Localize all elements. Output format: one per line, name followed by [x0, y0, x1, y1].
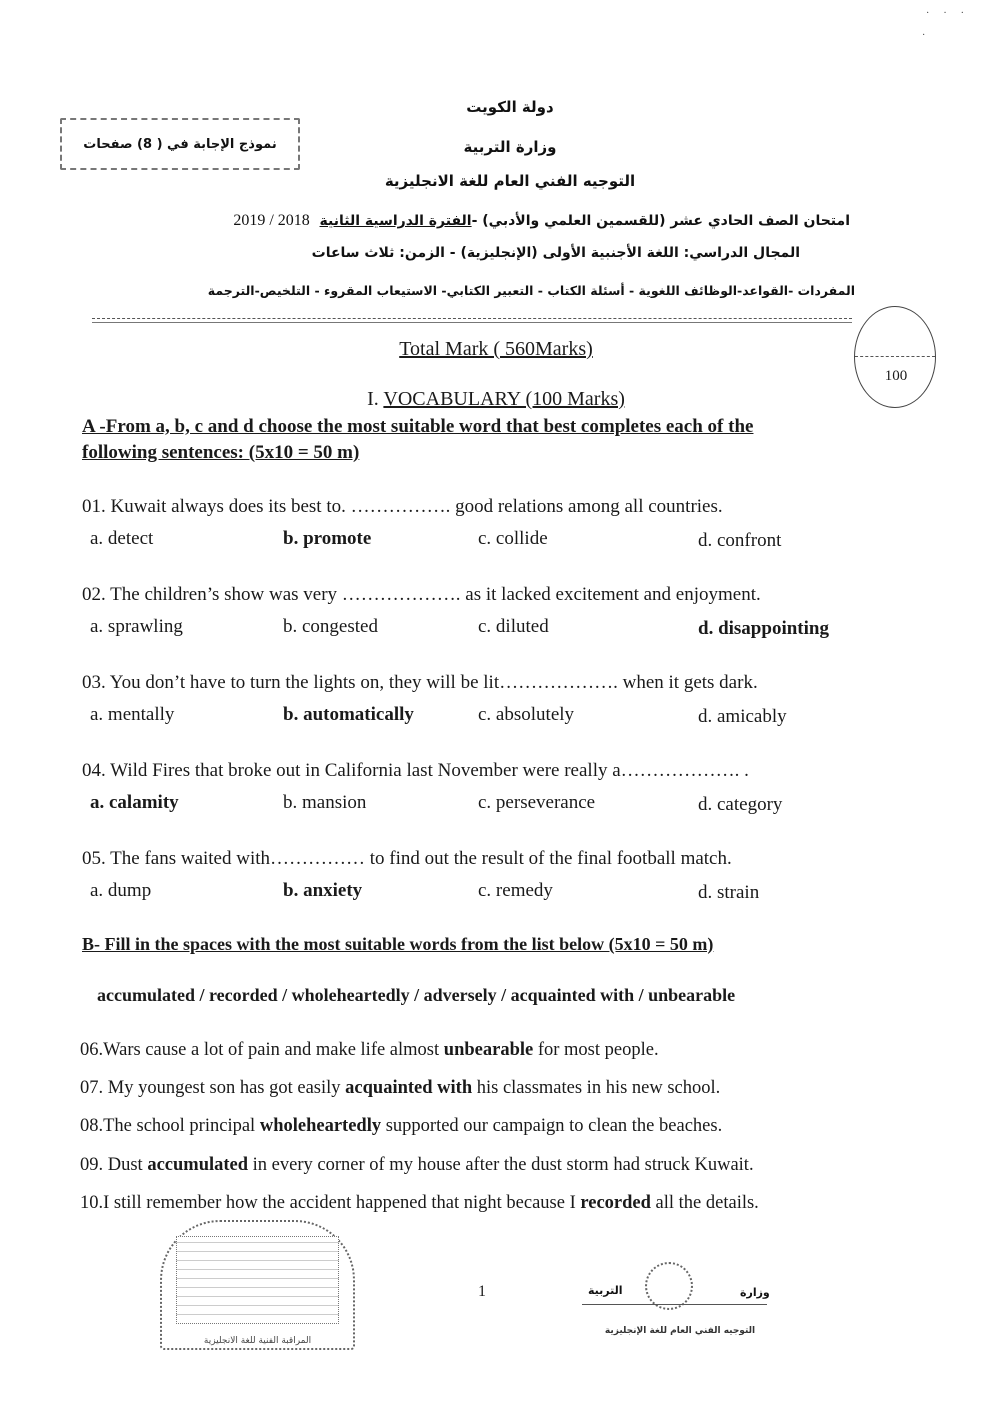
total-mark-text: Total Mark ( 560Marks): [399, 338, 593, 360]
sentence-answer: recorded: [580, 1193, 651, 1213]
question-text: 01. Kuwait always does its best to. ……………. good relations among all countries.: [82, 496, 723, 517]
part-a-instruction-line2: following sentences: (5x10 = 50 m): [82, 442, 360, 463]
question-text: 04. Wild Fires that broke out in California last November were really a………………. .: [82, 760, 749, 781]
answer-option: d. strain: [698, 882, 760, 903]
question-text: 05. The fans waited with…………… to find out the result of the final football match.: [82, 848, 732, 869]
answer-option: a. sprawling: [90, 616, 183, 637]
answer-option-correct: b. anxiety: [283, 880, 363, 901]
official-stamp: [160, 1220, 355, 1350]
header-divider-solid: [92, 322, 852, 323]
exam-period: الفترة الدراسية الثانية: [319, 213, 472, 229]
answer-option: d. amicably: [698, 706, 787, 727]
question-text: 03. You don’t have to turn the lights on, they will be lit………………. when it gets dark.: [82, 672, 758, 693]
header-sections-line: المفردات -القواعد-الوظائف اللغوية - أسئلة الكتاب - التعبير الكتابي- الاستيعاب المقروء - التلخيص-الترجمة: [207, 283, 855, 298]
sentence-before: 07. My youngest son has got easily: [80, 1078, 346, 1098]
stamp-inner: [176, 1236, 339, 1324]
seal-emblem-icon: [645, 1262, 693, 1310]
answer-option: a. mentally: [90, 704, 175, 725]
answer-option-correct: d. disappointing: [698, 618, 829, 639]
sentence-after: all the details.: [650, 1193, 759, 1213]
answer-key-pages-box: [60, 118, 300, 170]
header-subject-line: المجال الدراسي: اللغة الأجنبية الأولى (الإنجليزية) - الزمن: ثلاث ساعات: [311, 245, 800, 261]
part-b-word-list: accumulated / recorded / wholeheartedly / adversely / acquainted with / unbearable: [97, 985, 736, 1005]
fill-sentence: [80, 1155, 754, 1176]
answer-option: d. confront: [698, 530, 782, 551]
answer-option: b. congested: [283, 616, 378, 637]
exam-title-text: امتحان الصف الحادي عشر (للقسمين العلمي والأدبي) -: [471, 213, 850, 229]
answer-option: c. collide: [478, 528, 548, 549]
logo-caption: التوجيه الفني العام للغة الإنجليزية: [604, 1326, 756, 1336]
fill-sentence: [80, 1040, 659, 1061]
sentence-after: in every corner of my house after the dust storm had struck Kuwait.: [248, 1155, 754, 1175]
fill-sentence: [80, 1116, 722, 1137]
stamp-caption: المراقبة الفنية للغة الانجليزية: [203, 1336, 312, 1346]
sentence-after: for most people.: [533, 1040, 659, 1060]
section-heading: [0, 388, 992, 411]
answer-option: d. category: [698, 794, 783, 815]
part-b-instruction: B- Fill in the spaces with the most suitable words from the list below (5x10 = 50 m): [82, 934, 714, 954]
academic-year: 2019 / 2018: [233, 212, 310, 229]
answer-option: b. mansion: [283, 792, 367, 813]
fill-sentence: [80, 1078, 720, 1099]
pages-box-text: نموذج الإجابة في ( 8) صفحات: [83, 136, 277, 152]
sentence-answer: acquainted with: [345, 1078, 473, 1098]
answer-option-correct: b. promote: [283, 528, 372, 549]
header-state: دولة الكويت: [466, 98, 554, 116]
scan-specks: ···: [926, 8, 978, 19]
sentence-after: his classmates in his new school.: [472, 1078, 721, 1098]
section-number: I.: [367, 388, 379, 410]
sentence-answer: unbearable: [443, 1040, 534, 1060]
scan-speck: ·: [922, 30, 926, 41]
sentence-before: 08.The school principal: [80, 1116, 260, 1136]
answer-option: a. dump: [90, 880, 152, 901]
score-value: 100: [884, 368, 908, 384]
sentence-answer: wholeheartedly: [259, 1116, 382, 1136]
answer-option: a. detect: [90, 528, 154, 549]
part-a-instruction-line1: A -From a, b, c and d choose the most suitable word that best completes each of the: [82, 416, 754, 437]
header-department: التوجيه الفني العام للغة الانجليزية: [384, 172, 636, 190]
fill-sentence: [80, 1193, 759, 1214]
logo-word-left: التربية: [588, 1284, 623, 1297]
answer-option: c. perseverance: [478, 792, 596, 813]
header-exam-title: [140, 212, 850, 230]
header-divider: [92, 318, 852, 319]
answer-option: c. diluted: [478, 616, 549, 637]
sentence-after: supported our campaign to clean the beaches.: [381, 1116, 723, 1136]
sentence-before: 09. Dust: [80, 1155, 148, 1175]
sentence-answer: accumulated: [147, 1155, 249, 1175]
sentence-before: 06.Wars cause a lot of pain and make life almost: [80, 1040, 444, 1060]
question-text: 02. The children’s show was very ………………. as it lacked excitement and enjoyment.: [82, 584, 761, 605]
answer-option: c. remedy: [478, 880, 553, 901]
section-title: VOCABULARY (100 Marks): [383, 388, 625, 410]
logo-line: [582, 1304, 767, 1305]
answer-option-correct: b. automatically: [283, 704, 414, 725]
sentence-before: 10.I still remember how the accident happened that night because I: [80, 1193, 581, 1213]
page-number: 1: [478, 1283, 486, 1300]
total-mark-heading: [0, 338, 992, 361]
logo-word-right: وزارة: [740, 1286, 770, 1299]
answer-option: c. absolutely: [478, 704, 575, 725]
header-ministry: وزارة التربية: [463, 138, 557, 156]
ministry-logo: [580, 1262, 780, 1352]
answer-option-correct: a. calamity: [90, 792, 179, 813]
